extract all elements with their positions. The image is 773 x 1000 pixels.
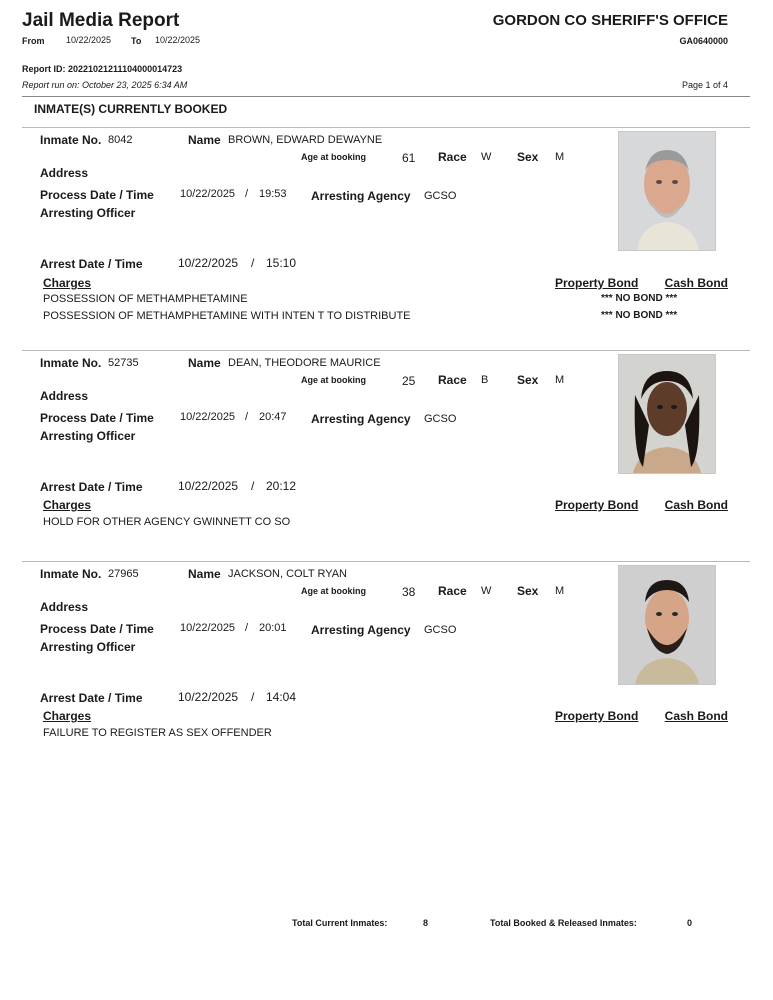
officer-label: Arresting Officer [40,429,136,443]
arrest-slash: / [251,690,255,704]
sex-value: M [555,374,565,386]
arrest-label: Arrest Date / Time [40,691,143,705]
name-label: Name [188,133,221,147]
arrest-time: 15:10 [266,256,297,270]
officer-label: Arresting Officer [40,640,136,654]
from-date: 10/22/2025 [66,35,112,45]
booking-photo [618,354,716,474]
name-label: Name [188,567,221,581]
address-label: Address [40,166,89,180]
address-label: Address [40,389,89,403]
sex-label: Sex [517,150,539,164]
arrest-time: 20:12 [266,479,297,493]
header-divider [22,96,750,97]
agency-value: GCSO [424,624,457,636]
arrest-label: Arrest Date / Time [40,480,143,494]
cash-bond-header: Cash Bond [664,709,728,723]
report-id: Report ID: 20221021211104000014723 [22,64,183,74]
age-label: Age at booking [301,152,366,162]
charge-text: HOLD FOR OTHER AGENCY GWINNETT CO SO [43,516,291,528]
charges-header: Charges [43,498,92,512]
age-value: 38 [402,585,416,599]
process-time: 19:53 [259,188,287,200]
record-divider [22,561,750,562]
age-label: Age at booking [301,586,366,596]
cash-bond-header: Cash Bond [664,276,728,290]
sex-value: M [555,585,565,597]
arrest-label: Arrest Date / Time [40,257,143,271]
process-time: 20:47 [259,411,287,423]
process-label: Process Date / Time [40,622,154,636]
address-label: Address [40,600,89,614]
to-date: 10/22/2025 [155,35,201,45]
race-label: Race [438,150,467,164]
agency-code: GA0640000 [679,36,728,46]
age-value: 61 [402,151,416,165]
report-run-on: Report run on: October 23, 2025 6:34 AM [22,80,188,90]
agency-value: GCSO [424,413,457,425]
inmate-no: 8042 [108,134,133,146]
arrest-slash: / [251,256,255,270]
age-label: Age at booking [301,375,366,385]
charge-text: FAILURE TO REGISTER AS SEX OFFENDER [43,727,272,739]
booking-photo [618,131,716,251]
agency-label: Arresting Agency [311,189,411,203]
process-date: 10/22/2025 [180,411,236,423]
section-title: INMATE(S) CURRENTLY BOOKED [34,102,228,116]
inmate-no-label: Inmate No. [40,133,102,147]
agency-label: Arresting Agency [311,623,411,637]
total-current-value: 8 [423,918,429,928]
inmate-no: 27965 [108,568,139,580]
charges-header: Charges [43,709,92,723]
race-label: Race [438,373,467,387]
inmate-no-label: Inmate No. [40,567,102,581]
race-value: W [481,151,492,163]
race-label: Race [438,584,467,598]
inmate-name: JACKSON, COLT RYAN [228,568,347,580]
total-released-value: 0 [687,918,693,928]
total-current-label: Total Current Inmates: [292,918,388,928]
process-date: 10/22/2025 [180,188,236,200]
total-released-label: Total Booked & Released Inmates: [490,918,637,928]
race-value: B [481,374,489,386]
arrest-date: 10/22/2025 [178,479,239,493]
to-label: To [131,36,142,46]
section-divider [22,127,750,128]
charge-bond: *** NO BOND *** [601,293,678,304]
inmate-name: DEAN, THEODORE MAURICE [228,357,381,369]
record-divider [22,350,750,351]
process-label: Process Date / Time [40,188,154,202]
sex-value: M [555,151,565,163]
sex-label: Sex [517,373,539,387]
inmate-no-label: Inmate No. [40,356,102,370]
charge-text: POSSESSION OF METHAMPHETAMINE [43,293,248,305]
process-slash: / [245,188,249,200]
inmate-name: BROWN, EDWARD DEWAYNE [228,134,383,146]
report-title: Jail Media Report [22,10,180,31]
cash-bond-header: Cash Bond [664,498,728,512]
property-bond-header: Property Bond [555,709,639,723]
booking-photo [618,565,716,685]
process-slash: / [245,622,249,634]
from-label: From [22,36,45,46]
race-value: W [481,585,492,597]
arrest-time: 14:04 [266,690,297,704]
name-label: Name [188,356,221,370]
arrest-date: 10/22/2025 [178,690,239,704]
arrest-slash: / [251,479,255,493]
charges-header: Charges [43,276,92,290]
agency-name: GORDON CO SHERIFF'S OFFICE [492,12,728,29]
agency-label: Arresting Agency [311,412,411,426]
agency-value: GCSO [424,190,457,202]
process-date: 10/22/2025 [180,622,236,634]
process-time: 20:01 [259,622,287,634]
process-slash: / [245,411,249,423]
inmate-no: 52735 [108,357,139,369]
property-bond-header: Property Bond [555,276,639,290]
sex-label: Sex [517,584,539,598]
arrest-date: 10/22/2025 [178,256,239,270]
officer-label: Arresting Officer [40,206,136,220]
process-label: Process Date / Time [40,411,154,425]
age-value: 25 [402,374,416,388]
property-bond-header: Property Bond [555,498,639,512]
charge-text: POSSESSION OF METHAMPHETAMINE WITH INTEN T TO DISTRIBUTE [43,310,411,322]
page-number: Page 1 of 4 [681,80,728,90]
charge-bond: *** NO BOND *** [601,310,678,321]
